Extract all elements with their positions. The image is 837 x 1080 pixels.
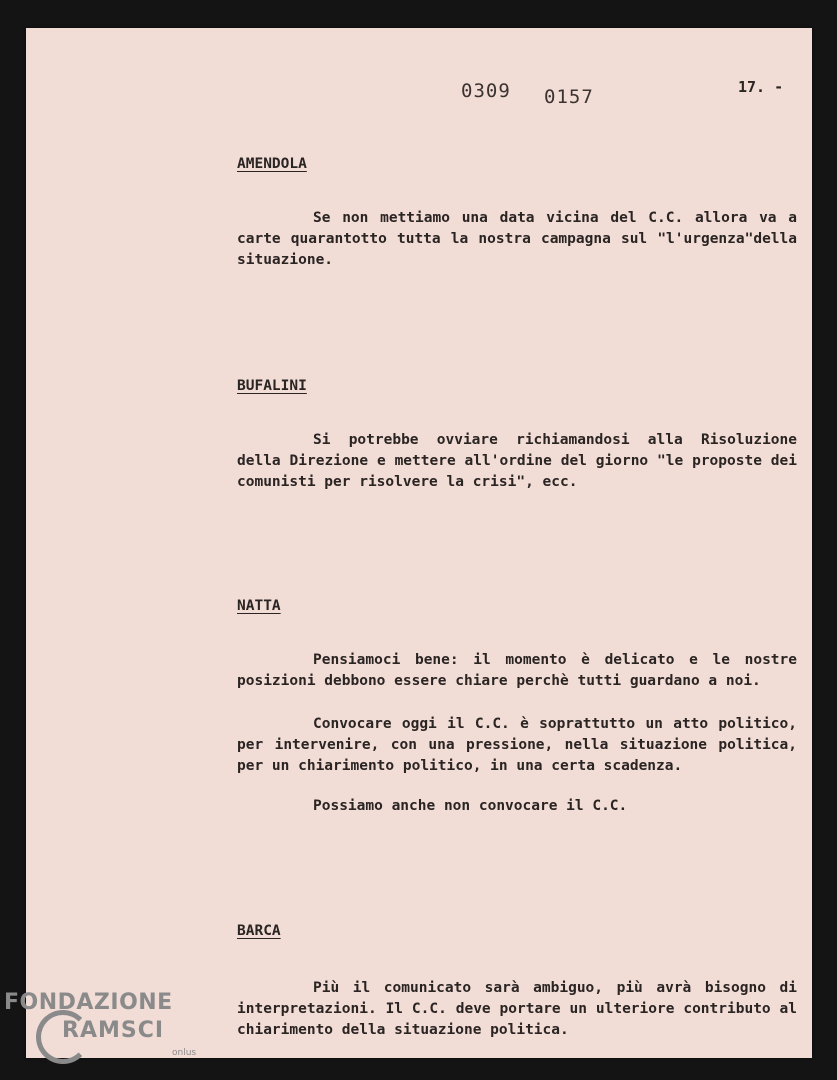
- speaker-barca: BARCA: [237, 923, 281, 939]
- speaker-natta: NATTA: [237, 598, 281, 614]
- paragraph-barca-1: Più il comunicato sarà ambiguo, più avrà bisogno di interpretazioni. Il C.C. deve portare un ulteriore contributo al chiarimento della situazione politica.: [237, 980, 797, 1038]
- archive-number-1: 0309: [461, 80, 511, 102]
- paragraph-natta-1: Pensiamoci bene: il momento è delicato e le nostre posizioni debbono essere chiare perchè tutti guardano a noi.: [237, 652, 797, 689]
- watermark-line2: RAMSCI: [62, 1018, 165, 1043]
- page-number: 17. -: [738, 78, 784, 96]
- paragraph-bufalini-1: Si potrebbe ovviare richiamandosi alla Risoluzione della Direzione e mettere all'ordine del giorno "le proposte dei comunisti per risolvere la crisi", ecc.: [237, 432, 797, 490]
- document-page: [26, 28, 812, 1058]
- watermark-suffix: onlus: [172, 1048, 197, 1058]
- paragraph-natta-2: Convocare oggi il C.C. è soprattutto un atto politico, per intervenire, con una pressione, nella situazione politica, per un chiarimento politico, in una certa scadenza.: [237, 716, 797, 774]
- speaker-amendola: AMENDOLA: [237, 156, 307, 172]
- fondazione-gramsci-watermark: [4, 990, 214, 1070]
- watermark-line1: FONDAZIONE: [4, 990, 173, 1015]
- paragraph-natta-3: Possiamo anche non convocare il C.C.: [313, 798, 628, 814]
- speaker-bufalini: BUFALINI: [237, 378, 307, 394]
- paragraph-amendola-1: Se non mettiamo una data vicina del C.C. allora va a carte quarantotto tutta la nostra campagna sul "l'urgenza"della situazione.: [237, 210, 797, 268]
- archive-number-2: 0157: [544, 86, 594, 108]
